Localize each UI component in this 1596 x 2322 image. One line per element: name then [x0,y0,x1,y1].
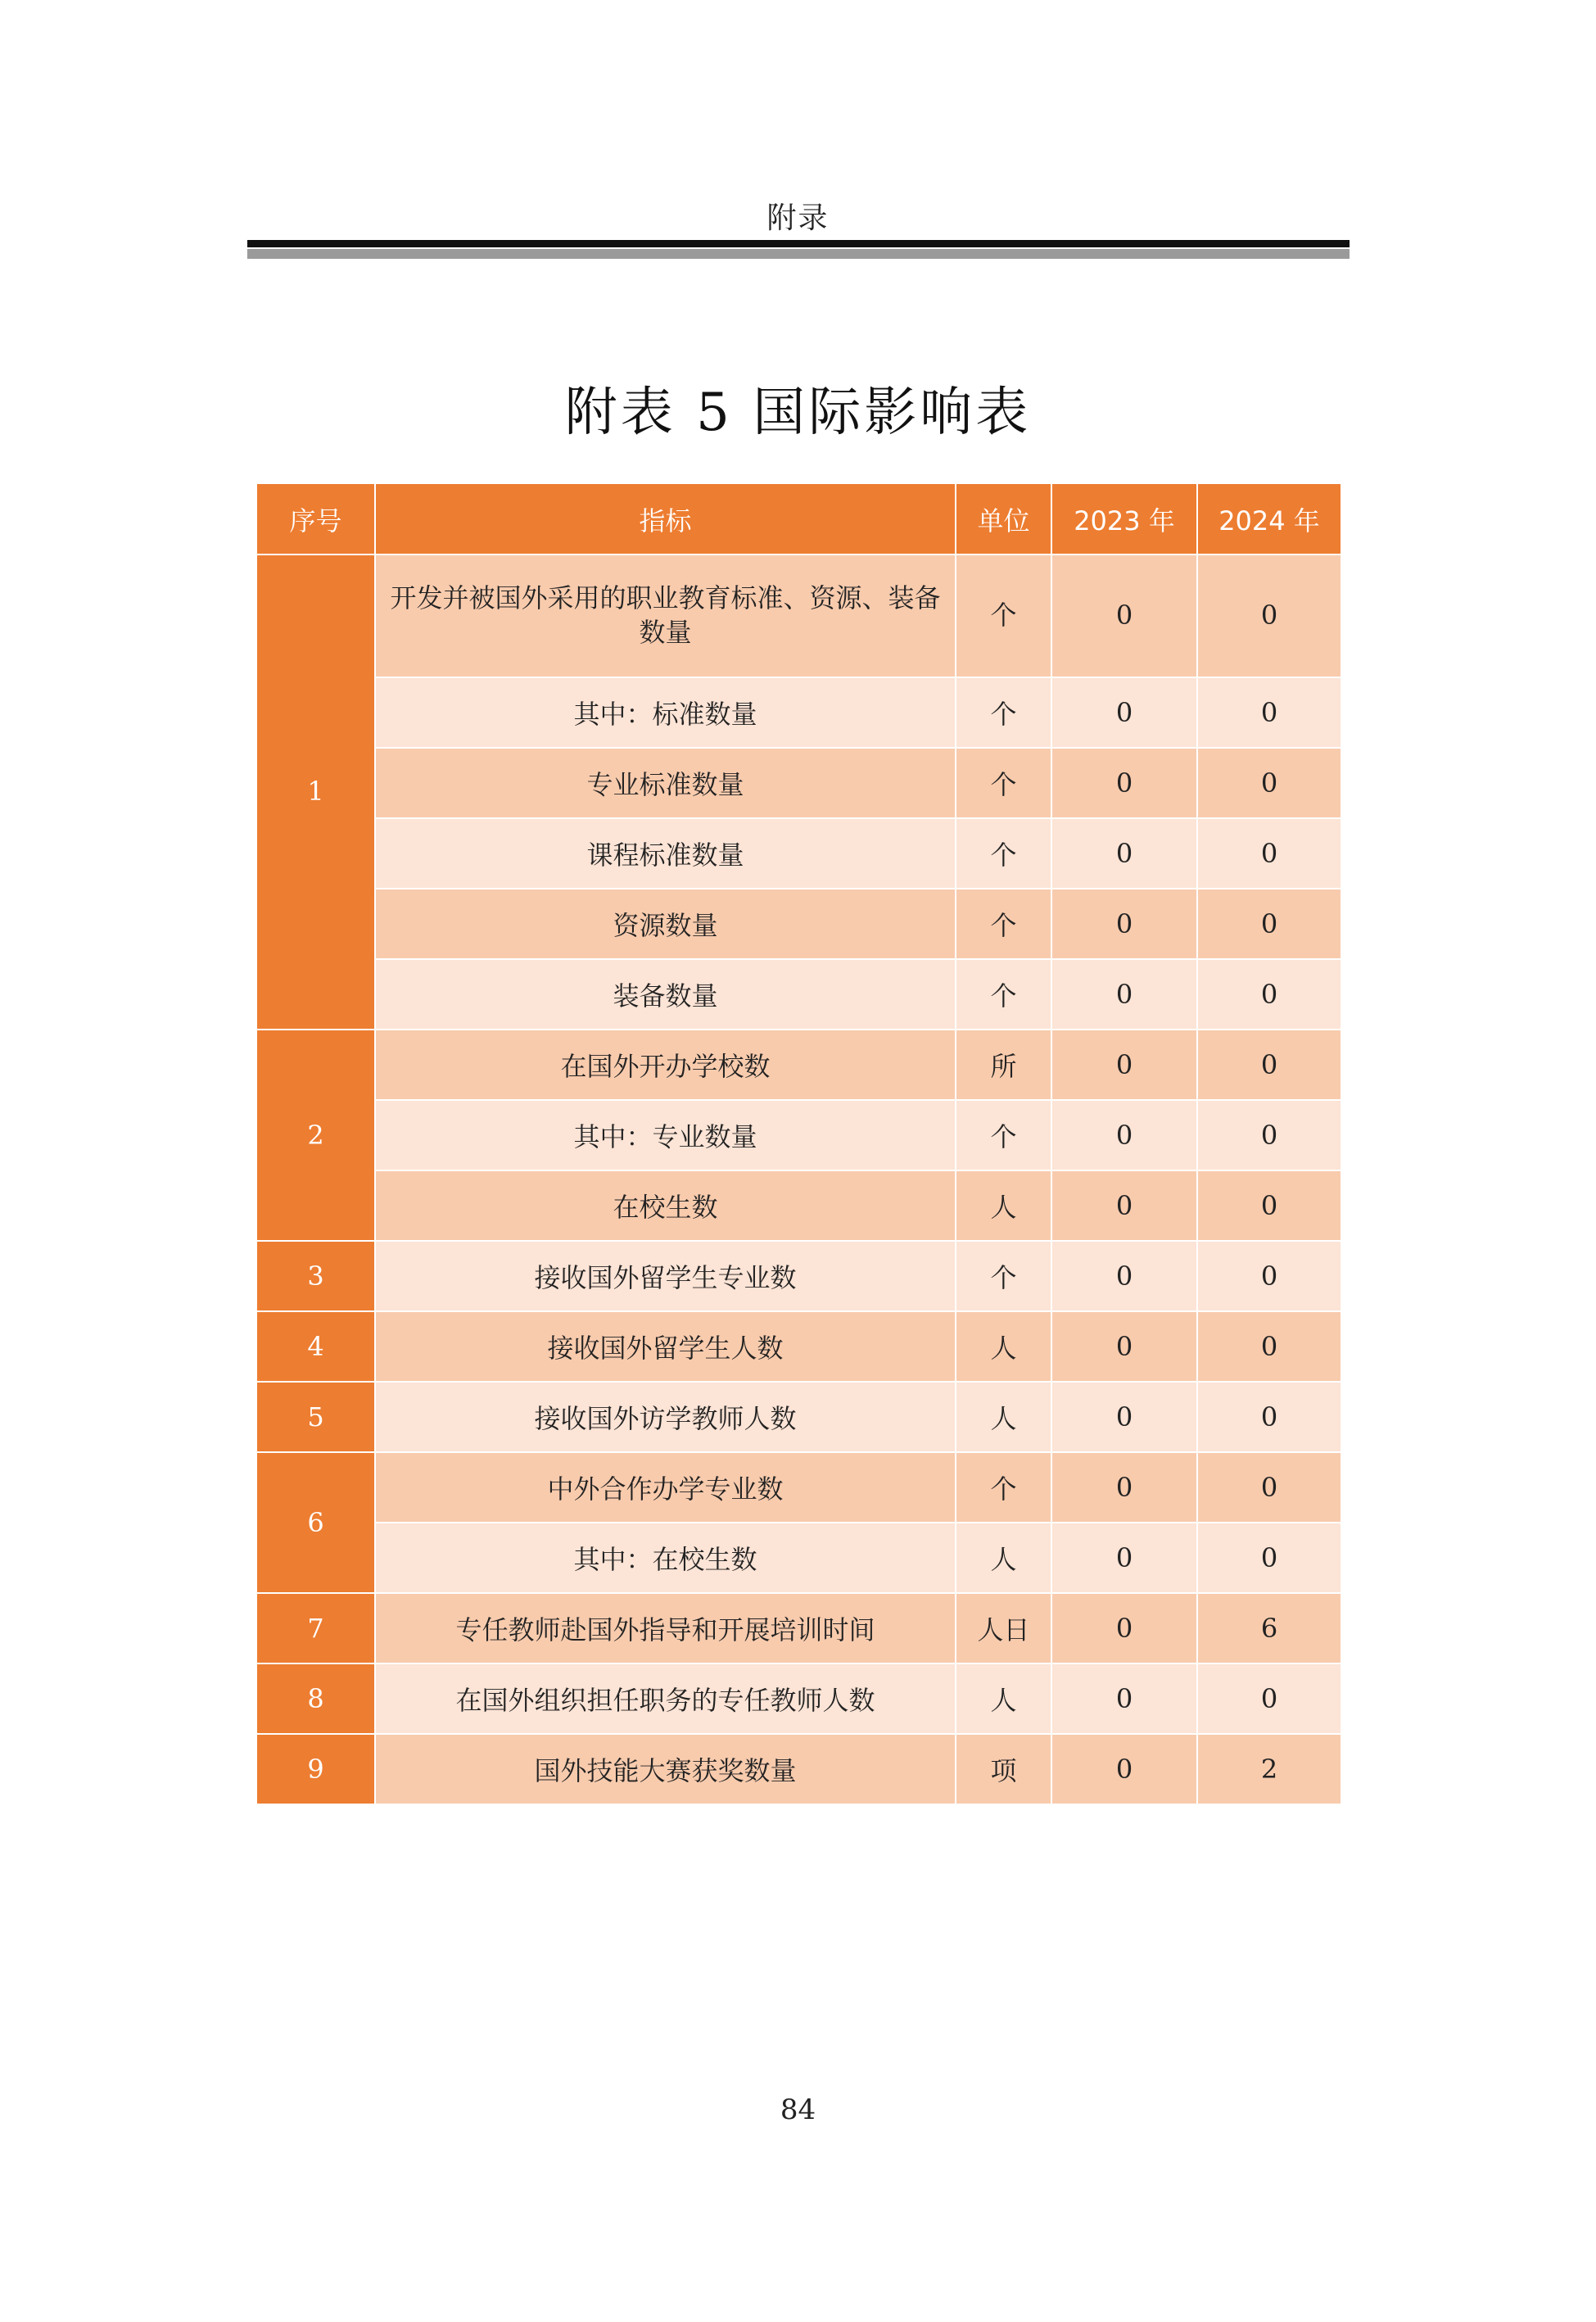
row-value-2024: 0 [1197,1241,1341,1311]
page-number: 84 [780,2093,816,2126]
row-value-2023: 0 [1051,1241,1197,1311]
row-unit: 个 [956,677,1051,748]
row-seq: 2 [256,1030,375,1241]
table-row [256,1241,1341,1311]
row-value-2023: 0 [1051,889,1197,959]
row-value-2024: 0 [1197,1663,1341,1734]
table-row [256,959,1341,1030]
row-unit: 个 [956,959,1051,1030]
table-row [256,1311,1341,1382]
row-indicator: 开发并被国外采用的职业教育标准、资源、装备数量 [375,554,956,677]
row-value-2023: 0 [1051,1593,1197,1663]
row-unit: 个 [956,818,1051,889]
row-value-2023: 0 [1051,1100,1197,1170]
row-unit: 个 [956,1241,1051,1311]
row-unit: 个 [956,1452,1051,1523]
row-indicator: 其中：在校生数 [375,1523,956,1593]
row-indicator: 装备数量 [375,959,956,1030]
row-seq: 5 [256,1382,375,1452]
row-value-2023: 0 [1051,748,1197,818]
column-header-indicator: 指标 [375,483,956,554]
row-unit: 个 [956,554,1051,677]
table-title: 附表 5 国际影响表 [564,382,1032,443]
table-row [256,748,1341,818]
row-unit: 人 [956,1311,1051,1382]
row-indicator: 接收国外留学生专业数 [375,1241,956,1311]
row-unit: 人日 [956,1593,1051,1663]
table-row [256,889,1341,959]
row-unit: 项 [956,1734,1051,1804]
row-value-2024: 0 [1197,1030,1341,1100]
row-value-2024: 0 [1197,748,1341,818]
table-row [256,1030,1341,1100]
row-value-2023: 0 [1051,1734,1197,1804]
row-indicator: 在国外组织担任职务的专任教师人数 [375,1663,956,1734]
column-header-2024: 2024 年 [1197,483,1341,554]
row-unit: 人 [956,1663,1051,1734]
row-indicator: 中外合作办学专业数 [375,1452,956,1523]
row-value-2024: 0 [1197,554,1341,677]
row-value-2023: 0 [1051,1452,1197,1523]
row-seq: 8 [256,1663,375,1734]
row-indicator: 其中：专业数量 [375,1100,956,1170]
row-indicator: 专业标准数量 [375,748,956,818]
table-header-row [256,483,1341,554]
row-indicator: 课程标准数量 [375,818,956,889]
row-value-2023: 0 [1051,1523,1197,1593]
row-value-2024: 0 [1197,1523,1341,1593]
row-unit: 所 [956,1030,1051,1100]
row-seq: 7 [256,1593,375,1663]
table-body [256,554,1341,1804]
table-row [256,1382,1341,1452]
row-value-2023: 0 [1051,1311,1197,1382]
row-unit: 人 [956,1523,1051,1593]
row-unit: 个 [956,748,1051,818]
row-seq: 9 [256,1734,375,1804]
row-value-2023: 0 [1051,959,1197,1030]
row-unit: 个 [956,889,1051,959]
row-value-2024: 2 [1197,1734,1341,1804]
table-row [256,1452,1341,1523]
row-indicator: 资源数量 [375,889,956,959]
row-indicator: 在校生数 [375,1170,956,1241]
row-unit: 个 [956,1100,1051,1170]
row-value-2024: 0 [1197,677,1341,748]
table-row [256,1170,1341,1241]
row-value-2023: 0 [1051,1382,1197,1452]
row-indicator: 接收国外留学生人数 [375,1311,956,1382]
column-header-unit: 单位 [956,483,1051,554]
running-header: 附录 [766,201,830,235]
row-value-2024: 0 [1197,1452,1341,1523]
row-unit: 人 [956,1382,1051,1452]
table-row [256,1734,1341,1804]
table-row [256,554,1341,677]
row-indicator: 在国外开办学校数 [375,1030,956,1100]
column-header-2023: 2023 年 [1051,483,1197,554]
row-indicator: 国外技能大赛获奖数量 [375,1734,956,1804]
row-value-2024: 6 [1197,1593,1341,1663]
row-indicator: 专任教师赴国外指导和开展培训时间 [375,1593,956,1663]
row-value-2023: 0 [1051,677,1197,748]
table-row [256,1663,1341,1734]
header-rule-dark [247,240,1350,247]
table-row [256,1100,1341,1170]
row-value-2024: 0 [1197,1382,1341,1452]
row-value-2024: 0 [1197,818,1341,889]
row-value-2023: 0 [1051,1170,1197,1241]
row-seq: 6 [256,1452,375,1593]
row-seq: 1 [256,554,375,1030]
row-value-2023: 0 [1051,1663,1197,1734]
row-seq: 3 [256,1241,375,1311]
table-row [256,1523,1341,1593]
table-row [256,677,1341,748]
row-value-2023: 0 [1051,554,1197,677]
table-row [256,818,1341,889]
row-seq: 4 [256,1311,375,1382]
row-indicator: 其中：标准数量 [375,677,956,748]
row-value-2024: 0 [1197,1100,1341,1170]
row-value-2024: 0 [1197,1170,1341,1241]
row-unit: 人 [956,1170,1051,1241]
header-rule-gray [247,249,1350,259]
column-header-seq: 序号 [256,483,375,554]
international-influence-table [255,482,1342,1805]
row-value-2024: 0 [1197,1311,1341,1382]
row-value-2024: 0 [1197,889,1341,959]
row-value-2023: 0 [1051,1030,1197,1100]
table-row [256,1593,1341,1663]
row-value-2023: 0 [1051,818,1197,889]
row-value-2024: 0 [1197,959,1341,1030]
row-indicator: 接收国外访学教师人数 [375,1382,956,1452]
